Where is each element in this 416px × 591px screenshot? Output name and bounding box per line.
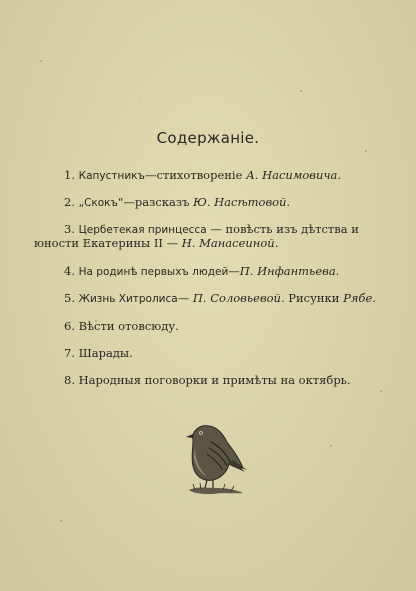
entry-number: 6. xyxy=(64,319,75,333)
paper-speck xyxy=(300,90,302,92)
entry-title: Народныя поговорки и примѣты на октябрь. xyxy=(78,373,351,387)
paper-speck xyxy=(60,520,62,522)
entry-author: П. Инфантьева. xyxy=(239,264,340,278)
toc-entry-8 xyxy=(64,373,351,387)
bird-icon xyxy=(183,418,249,498)
entry-title: Цербетекая принцесса xyxy=(78,224,207,236)
entry-title: Шарады. xyxy=(78,346,133,360)
page-title: Содержанiе. xyxy=(156,129,260,147)
paper-speck xyxy=(40,60,42,62)
toc-entry-7 xyxy=(64,346,133,360)
paper-speck xyxy=(380,390,382,392)
paper-speck xyxy=(330,445,332,447)
entry-title: Капустникъ xyxy=(78,170,145,182)
entry-title: Жизнь Хитролиса xyxy=(78,293,178,305)
entry-author: Ю. Насѣтовой. xyxy=(193,195,291,209)
entry-title: „Скокъ“ xyxy=(78,197,124,209)
paper-speck xyxy=(210,540,211,541)
entry-author: А. Насимовича. xyxy=(246,168,342,182)
entry-title: Вѣсти отовсюду. xyxy=(78,319,179,333)
entry-number: 1. xyxy=(64,168,75,182)
toc-entry-4 xyxy=(64,264,339,279)
entry-description: юности Екатерины II — xyxy=(34,236,182,250)
entry-number: 5. xyxy=(64,291,75,305)
entry-description: —стихотворенiе xyxy=(144,168,247,182)
entry-description: — xyxy=(177,291,193,305)
toc-entry-6 xyxy=(64,319,179,333)
toc-entry-1 xyxy=(64,168,341,183)
paper-speck xyxy=(365,150,367,152)
entry-number: 7. xyxy=(64,346,75,360)
paper-speck xyxy=(25,410,26,411)
entry-author: Н. Манасеиной. xyxy=(181,236,279,250)
entry-illustrator: Рябе. xyxy=(343,291,376,305)
entry-description: — повѣсть изъ дѣтства и xyxy=(206,222,359,236)
toc-entry-5 xyxy=(64,291,376,306)
toc-entry-3 xyxy=(64,222,359,237)
entry-number: 8. xyxy=(64,373,75,387)
toc-entry-2 xyxy=(64,195,290,210)
entry-description: — xyxy=(228,264,240,278)
paper-speck xyxy=(140,100,141,101)
toc-entry-3-continued xyxy=(34,236,278,250)
entry-number: 2. xyxy=(64,195,75,209)
entry-author: П. Соловьевой. xyxy=(192,291,285,305)
entry-extra: Рисунки xyxy=(284,291,344,305)
entry-title: На родинѣ первыхъ людей xyxy=(78,266,229,278)
entry-number: 3. xyxy=(64,222,75,236)
entry-description: —разсказъ xyxy=(123,195,194,209)
entry-number: 4. xyxy=(64,264,75,278)
